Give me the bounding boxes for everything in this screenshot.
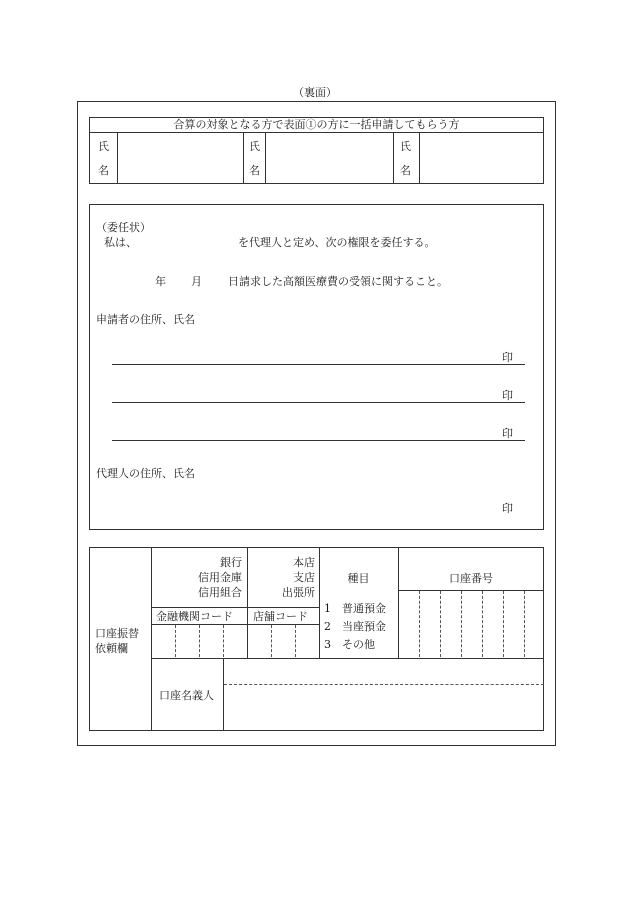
account-transfer-label-line2: 依頼欄 bbox=[95, 642, 128, 655]
seal-mark: 印 bbox=[502, 351, 513, 364]
claim-day-field[interactable] bbox=[204, 272, 226, 288]
institution-type-bank: 銀行 bbox=[220, 556, 242, 569]
account-type-header: 種目 bbox=[347, 572, 370, 585]
date-year-label: 年 bbox=[155, 275, 166, 288]
seal-mark: 印 bbox=[502, 427, 513, 440]
account-transfer-label-line1: 口座振替 bbox=[95, 627, 139, 640]
branch-code-label: 店舗コード bbox=[253, 610, 308, 623]
power-of-attorney-heading: （委任状） bbox=[96, 221, 151, 234]
agent-seal-mark: 印 bbox=[502, 502, 513, 515]
institution-type-credit-union: 信用組合 bbox=[198, 586, 242, 599]
applicant-label: 申請者の住所、氏名 bbox=[96, 313, 195, 326]
page-header: （裏面） bbox=[293, 86, 337, 99]
institution-code-label: 金融機関コード bbox=[156, 610, 233, 623]
institution-type-shinkin: 信用金庫 bbox=[198, 571, 242, 584]
name-field-2[interactable] bbox=[266, 133, 392, 183]
account-holder-furigana-divider bbox=[224, 684, 544, 685]
date-day-suffix: 日請求した高額医療費の受領に関すること。 bbox=[228, 275, 448, 288]
branch-type-sub-branch: 出張所 bbox=[282, 586, 315, 599]
branch-type-branch: 支店 bbox=[293, 571, 315, 584]
account-type-current[interactable]: 2 当座預金 bbox=[324, 620, 386, 633]
account-holder-name-field[interactable] bbox=[224, 686, 543, 730]
claim-month-field[interactable] bbox=[168, 272, 188, 288]
account-type-ordinary[interactable]: 1 普通預金 bbox=[324, 602, 386, 615]
name-field-1[interactable] bbox=[118, 133, 242, 183]
date-month-label: 月 bbox=[191, 275, 202, 288]
delegation-prefix: 私は、 bbox=[104, 236, 137, 249]
seal-mark: 印 bbox=[502, 389, 513, 402]
branch-type-head-office: 本店 bbox=[293, 556, 315, 569]
account-type-other[interactable]: 3 その他 bbox=[324, 638, 375, 651]
agent-name-field[interactable] bbox=[150, 233, 234, 249]
delegation-suffix: を代理人と定め、次の権限を委任する。 bbox=[238, 236, 436, 249]
account-holder-label: 口座名義人 bbox=[159, 689, 214, 702]
agent-label: 代理人の住所、氏名 bbox=[96, 467, 195, 480]
agent-address-field[interactable] bbox=[112, 488, 492, 512]
name-field-3[interactable] bbox=[420, 133, 543, 183]
claim-year-field[interactable] bbox=[128, 272, 152, 288]
combined-section-title: 合算の対象となる方で表面①の方に一括申請してもらう方 bbox=[173, 118, 460, 131]
account-number-header: 口座番号 bbox=[449, 572, 493, 585]
account-holder-furigana-field[interactable] bbox=[224, 660, 543, 683]
